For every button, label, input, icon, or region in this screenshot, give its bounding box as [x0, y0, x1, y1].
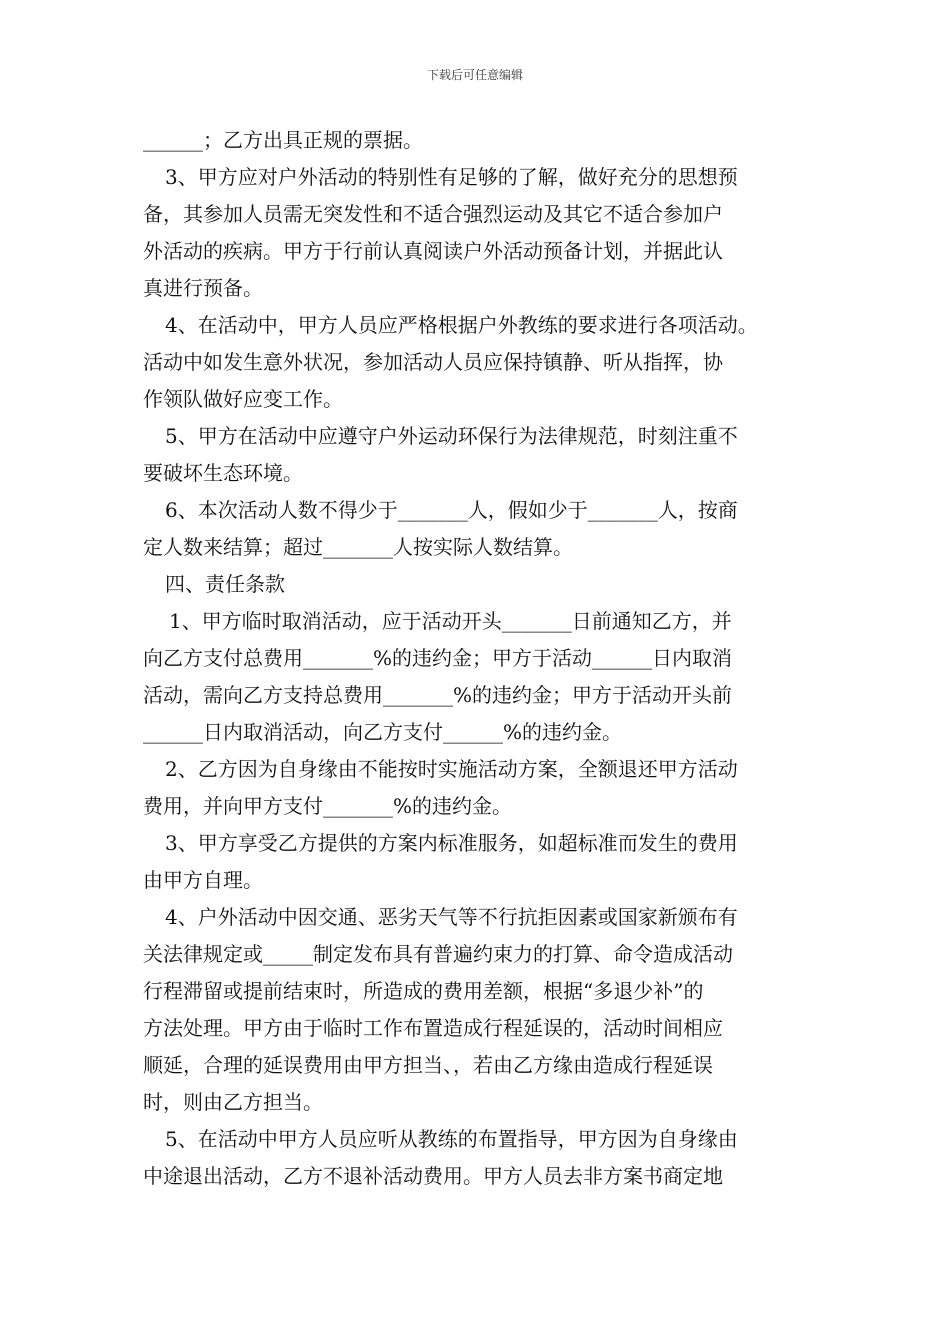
text-line: ______；乙方出具正规的票据。 [143, 128, 423, 152]
text-line: 方法处理。甲方由于临时工作布置造成行程延误的，活动时间相应 [143, 1016, 723, 1040]
text-line: 要破坏生态环境。 [143, 461, 303, 485]
clause-3-line: 3、甲方应对户外活动的特别性有足够的了解，做好充分的思想预 [165, 165, 738, 189]
liability-clause-5-line: 5、在活动中甲方人员应听从教练的布置指导，甲方因为自身缘由 [165, 1127, 738, 1151]
text-line: 备，其参加人员需无突发性和不适合强烈运动及其它不适合参加户 [143, 202, 723, 226]
text-line: 活动，需向乙方支持总费用_______%的违约金；甲方于活动开头前 [143, 683, 733, 707]
text-line: 向乙方支付总费用_______%的违约金；甲方于活动______日内取消 [143, 646, 733, 670]
text-line: 活动中如发生意外状况，参加活动人员应保持镇静、听从指挥，协 [143, 350, 723, 374]
text-line: 行程滞留或提前结束时，所造成的费用差额，根据“多退少补”的 [143, 979, 704, 1003]
liability-clause-1-line: 1、甲方临时取消活动，应于活动开头_______日前通知乙方，并 [169, 609, 732, 633]
document-body [143, 122, 811, 1195]
liability-clause-2-line: 2、乙方因为自身缘由不能按时实施活动方案，全额退还甲方活动 [165, 757, 738, 781]
text-line: 外活动的疾病。甲方于行前认真阅读户外活动预备计划，并据此认 [143, 239, 723, 263]
liability-clause-4-line: 4、户外活动中因交通、恶劣天气等不行抗拒因素或国家新颁布有 [165, 905, 738, 929]
text-line: 关法律规定或_____制定发布具有普遍约束力的打算、命令造成活动 [143, 942, 733, 966]
text-line: ______日内取消活动，向乙方支付______%的违约金。 [143, 720, 623, 744]
text-line: 由甲方自理。 [143, 868, 263, 892]
text-line: 费用，并向甲方支付_______%的违约金。 [143, 794, 513, 818]
text-line: 中途退出活动，乙方不退补活动费用。甲方人员去非方案书商定地 [143, 1164, 723, 1188]
clause-6-line: 6、本次活动人数不得少于_______人，假如少于_______人，按商 [165, 498, 738, 522]
text-line: 顺延，合理的延误费用由甲方担当、，若由乙方缘由造成行程延误 [143, 1053, 713, 1077]
page-header-note: 下载后可任意编辑 [426, 68, 523, 82]
clause-5-line: 5、甲方在活动中应遵守户外运动环保行为法律规范，时刻注重不 [165, 424, 738, 448]
text-line: 作领队做好应变工作。 [143, 387, 343, 411]
liability-clause-3-line: 3、甲方享受乙方提供的方案内标准服务，如超标准而发生的费用 [165, 831, 738, 855]
text-line: 时，则由乙方担当。 [143, 1090, 323, 1114]
clause-4-line: 4、在活动中，甲方人员应严格根据户外教练的要求进行各项活动。 [165, 313, 758, 337]
text-line: 定人数来结算；超过_______人按实际人数结算。 [143, 535, 573, 559]
section-heading: 四、责任条款 [165, 572, 285, 596]
text-line: 真进行预备。 [143, 276, 263, 300]
